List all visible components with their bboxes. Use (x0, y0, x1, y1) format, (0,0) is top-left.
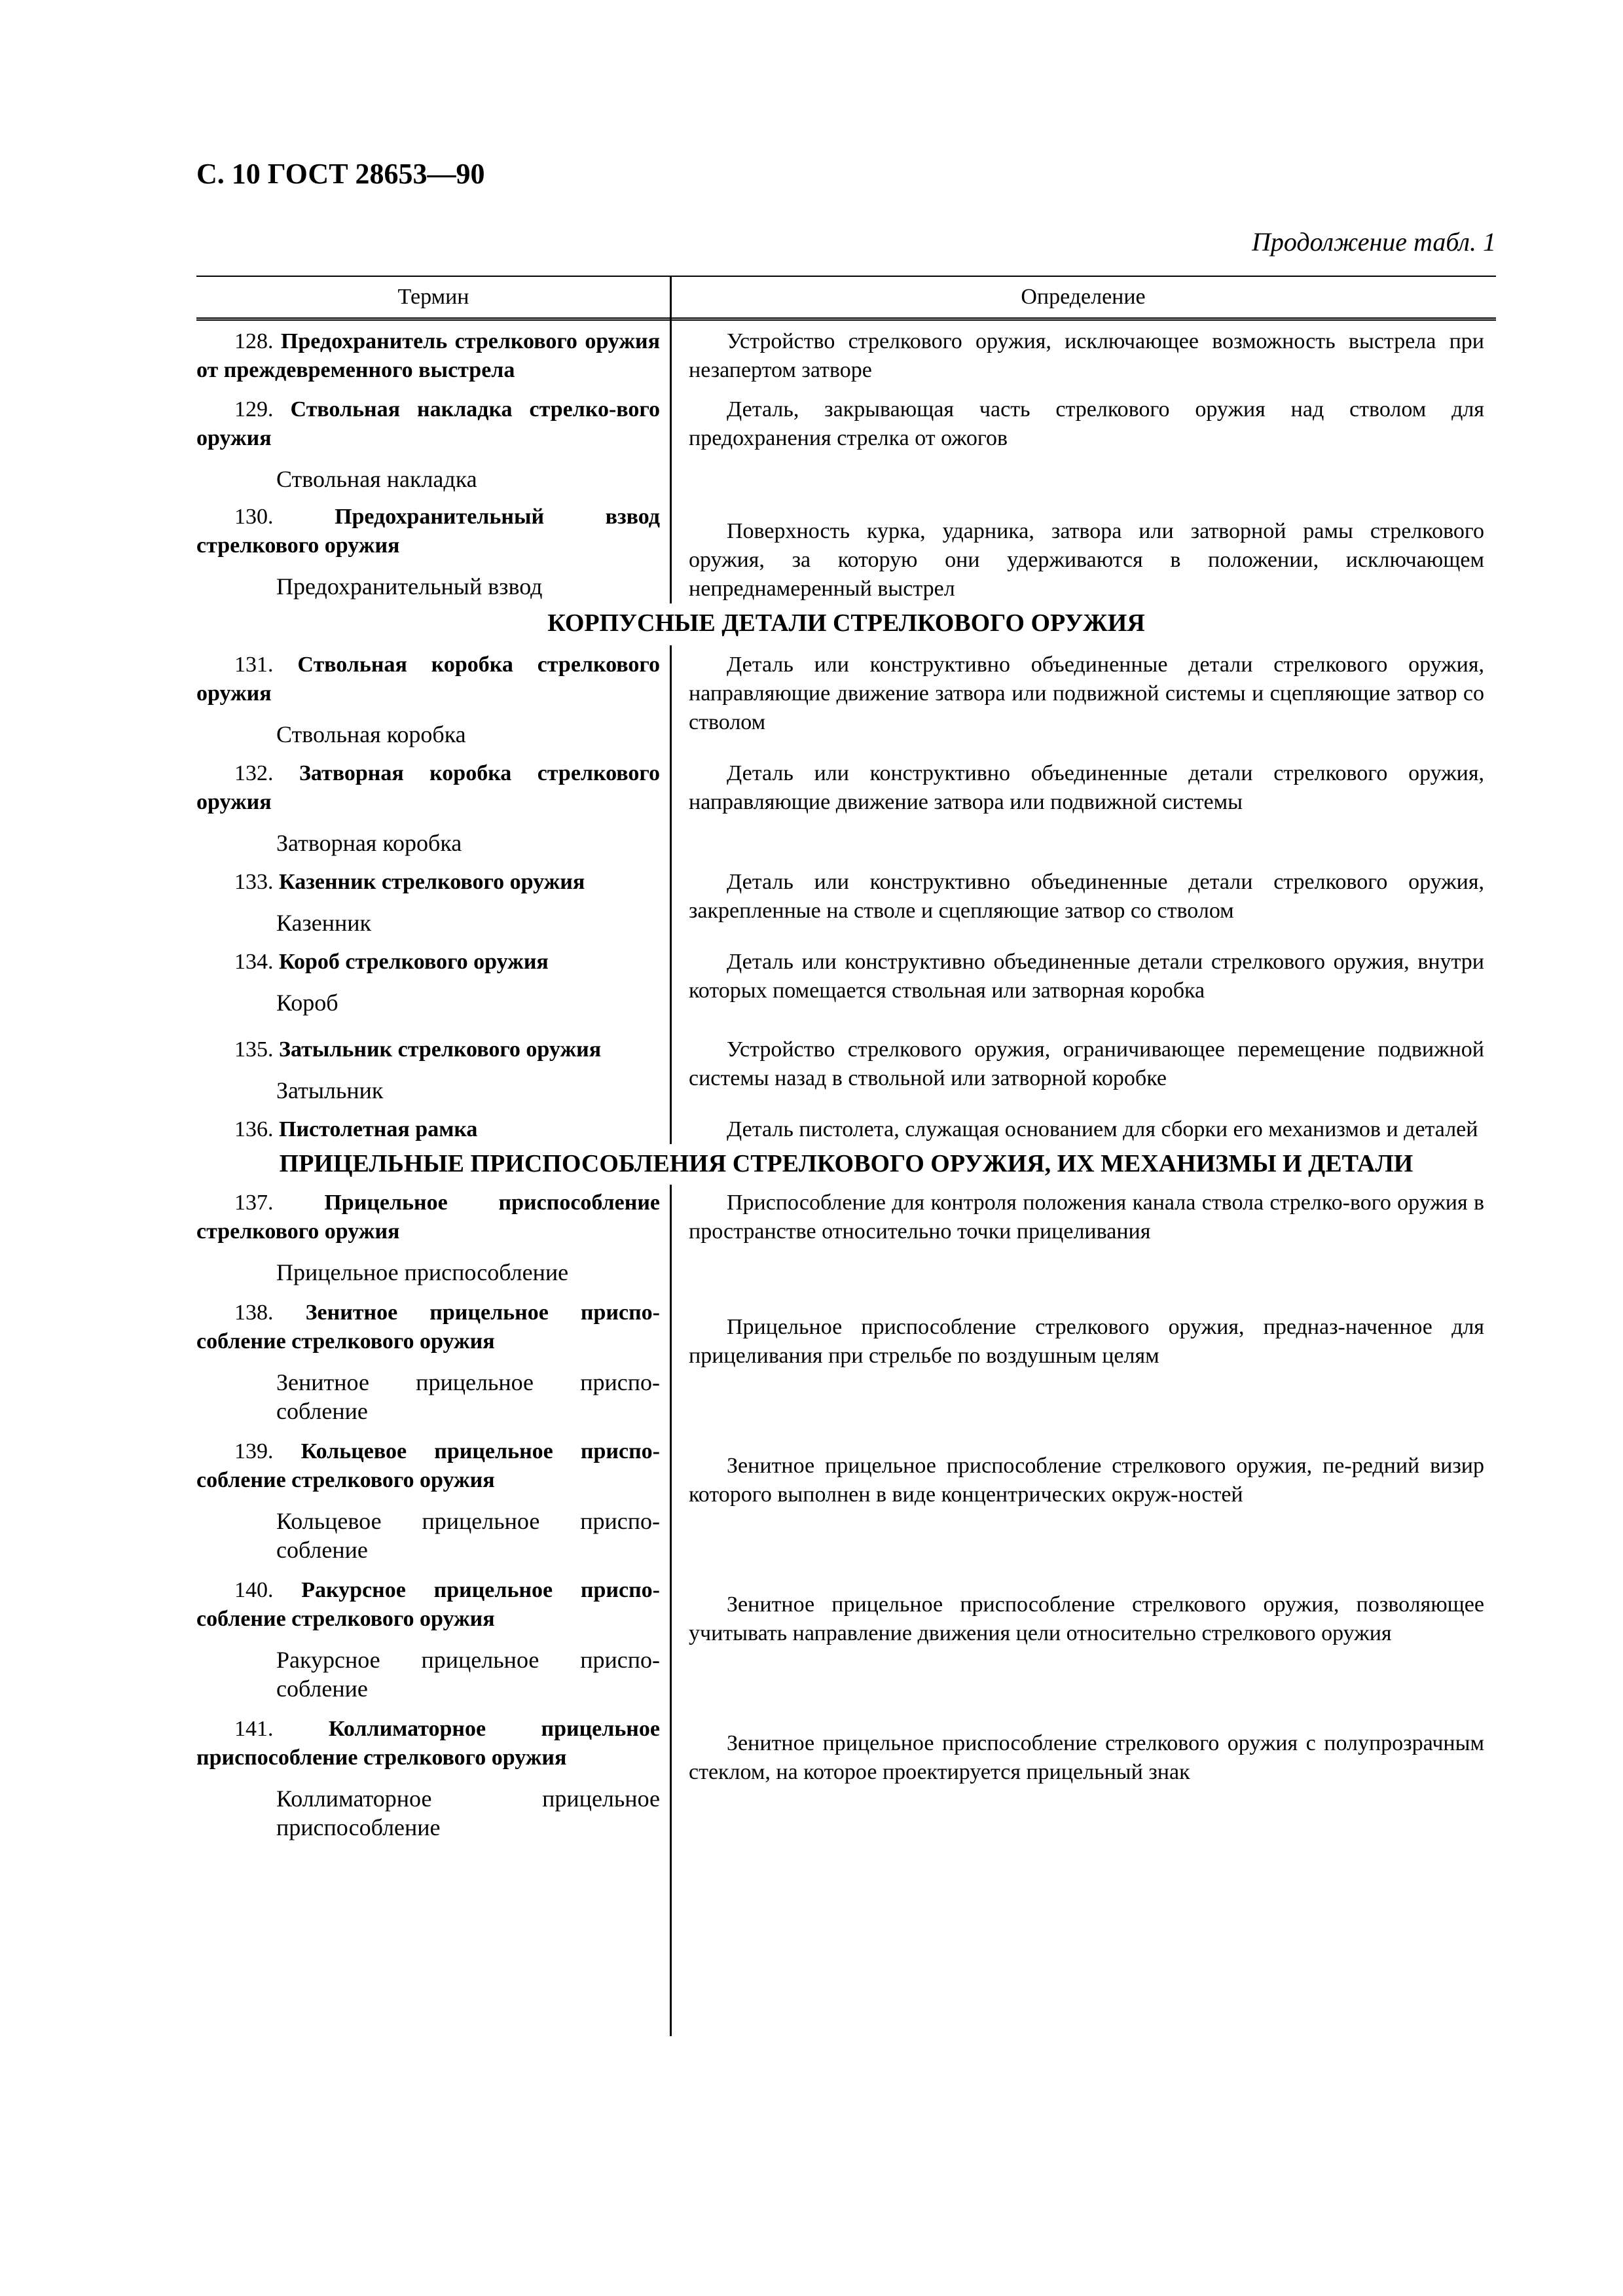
term-number: 128. (234, 329, 274, 353)
term-number: 132. (234, 761, 274, 785)
definition-cell: Деталь пистолета, служащая основанием для сборки его механизмов и деталей (727, 1117, 1478, 1141)
term-short-form: Ствольная коробка (276, 721, 466, 747)
term-name: Пистолетная рамка (279, 1117, 478, 1141)
term-cell (196, 327, 670, 385)
term-short-form: Кольцевое прицельное приспо-собление (276, 1508, 660, 1563)
definition-cell: Прицельное приспособление стрелкового оружия, предназ-наченное для прицеливания при стрельбе по воздушным целям (689, 1315, 1484, 1368)
term-short-form: Ствольная накладка (276, 466, 477, 492)
definition-cell: Деталь или конструктивно объединенные детали стрелкового оружия, внутри которых помещается ствольная или затворная коробка (689, 950, 1484, 1003)
term-number: 139. (234, 1439, 274, 1463)
term-name: Затворная коробка стрелкового оружия (196, 761, 661, 814)
table-row (196, 937, 1496, 1017)
term-cell (196, 395, 670, 493)
term-main (196, 651, 660, 708)
term-main (196, 1576, 660, 1634)
table-header (196, 276, 1496, 321)
term-main (196, 1189, 660, 1246)
term-cell (196, 503, 670, 603)
term-number: 135. (234, 1037, 274, 1062)
table-row (196, 1703, 1496, 1842)
term-number: 129. (234, 397, 274, 422)
term-short-form: Ракурсное прицельное приспо-собление (276, 1647, 660, 1702)
table-body (196, 321, 1496, 1842)
term-short-form: Предохранительный взвод (276, 573, 543, 600)
term-main (196, 395, 660, 453)
terms-table (196, 276, 1496, 1842)
term-name: Прицельное приспособление стрелкового оружия (196, 1191, 660, 1244)
term-short-form: Затворная коробка (276, 830, 462, 856)
term-cell (196, 1189, 670, 1287)
term-name: Коллиматорное прицельное приспособление стрелкового оружия (196, 1717, 660, 1770)
term-main (196, 1715, 660, 1772)
definition-cell: Зенитное прицельное приспособление стрелкового оружия с полупрозрачным стеклом, на которое проектируется прицельный знак (689, 1731, 1484, 1784)
term-name: Затыльник стрелкового оружия (279, 1037, 602, 1062)
term-main (196, 759, 660, 817)
table-row (196, 857, 1496, 937)
table-row (196, 1426, 1496, 1564)
table-row (196, 749, 1496, 857)
term-short-form: Затыльник (276, 1077, 384, 1103)
definition-cell: Поверхность курка, ударника, затвора или затворной рамы стрелкового оружия, за которую они удерживаются в положении, исключающем непреднамеренный выстрел (689, 519, 1484, 601)
term-cell (196, 759, 670, 857)
term-number: 141. (234, 1717, 274, 1741)
term-cell (196, 1715, 670, 1842)
term-column-header: Термин (397, 285, 469, 309)
term-name: Предохранительный взвод стрелкового оружия (196, 505, 661, 558)
term-name: Кольцевое прицельное приспо-собление стрелкового оружия (196, 1439, 660, 1492)
term-cell (196, 1115, 670, 1144)
term-short-form: Зенитное прицельное приспо-собление (276, 1369, 660, 1424)
definition-cell: Зенитное прицельное приспособление стрелкового оружия, пе-редний визир которого выполнен в виде концентрических окруж-ностей (689, 1454, 1484, 1507)
definition-cell: Устройство стрелкового оружия, исключающее возможность выстрела при незапертом затворе (689, 329, 1484, 382)
term-main (196, 1437, 660, 1495)
term-name: Зенитное прицельное приспо-собление стрелкового оружия (196, 1300, 661, 1354)
term-number: 131. (234, 653, 274, 677)
term-name: Ракурсное прицельное приспо-собление стрелкового оружия (196, 1578, 660, 1631)
term-main (196, 503, 660, 560)
term-main (196, 1035, 660, 1064)
term-number: 133. (234, 870, 274, 894)
table-row (196, 1564, 1496, 1703)
term-cell (196, 1035, 670, 1105)
term-main (196, 1299, 660, 1356)
term-name: Ствольная коробка стрелкового оружия (196, 653, 661, 706)
term-cell (196, 1576, 670, 1703)
definition-cell: Деталь или конструктивно объединенные детали стрелкового оружия, направляющие движение затвора или подвижной системы и сцепляющие затвор со стволом (689, 653, 1484, 734)
section-heading: КОРПУСНЫЕ ДЕТАЛИ СТРЕЛКОВОГО ОРУЖИЯ (196, 603, 1496, 645)
term-main (196, 868, 660, 897)
term-number: 140. (234, 1578, 274, 1602)
term-short-form: Коллиматорное прицельное приспособление (276, 1785, 660, 1840)
term-name: Короб стрелкового оружия (279, 950, 549, 974)
section-heading: ПРИЦЕЛЬНЫЕ ПРИСПОСОБЛЕНИЯ СТРЕЛКОВОГО ОРУЖИЯ, ИХ МЕХАНИЗМЫ И ДЕТАЛИ (196, 1144, 1496, 1185)
table-row (196, 1105, 1496, 1144)
table-row (196, 645, 1496, 749)
definition-cell: Деталь, закрывающая часть стрелкового оружия над стволом для предохранения стрелка от ожогов (689, 397, 1484, 450)
term-number: 138. (234, 1300, 274, 1325)
term-main (196, 1115, 660, 1144)
definition-cell: Зенитное прицельное приспособление стрелкового оружия, позволяющее учитывать направление движения цели относительно стрелкового оружия (689, 1592, 1484, 1645)
term-short-form: Короб (276, 990, 338, 1016)
term-main (196, 948, 660, 977)
page-header: С. 10 ГОСТ 28653—90 (196, 158, 485, 190)
table-row (196, 1185, 1496, 1287)
table-row (196, 1287, 1496, 1426)
term-cell (196, 651, 670, 749)
term-cell (196, 1299, 670, 1426)
table-continuation-label: Продолжение табл. 1 (1251, 227, 1496, 257)
term-name: Ствольная накладка стрелко-вого оружия (196, 397, 661, 450)
table-row (196, 385, 1496, 493)
term-short-form: Казенник (276, 910, 372, 936)
term-number: 137. (234, 1191, 274, 1215)
term-name: Предохранитель стрелкового оружия от преждевременного выстрела (196, 329, 660, 382)
table-row (196, 321, 1496, 385)
term-number: 136. (234, 1117, 274, 1141)
definition-cell: Устройство стрелкового оружия, ограничивающее перемещение подвижной системы назад в ствольной или затворной коробке (689, 1037, 1484, 1090)
definition-column-header: Определение (1021, 285, 1146, 309)
term-short-form: Прицельное приспособление (276, 1259, 569, 1285)
term-main (196, 327, 660, 385)
term-cell (196, 948, 670, 1017)
term-name: Казенник стрелкового оружия (279, 870, 585, 894)
term-number: 134. (234, 950, 274, 974)
table-row (196, 493, 1496, 603)
term-cell (196, 1437, 670, 1564)
definition-cell: Деталь или конструктивно объединенные детали стрелкового оружия, закрепленные на стволе и сцепляющие затвор со стволом (689, 870, 1484, 923)
term-cell (196, 868, 670, 937)
definition-cell: Деталь или конструктивно объединенные детали стрелкового оружия, направляющие движение затвора или подвижной системы (689, 761, 1484, 814)
term-number: 130. (234, 505, 274, 529)
table-row (196, 1017, 1496, 1105)
definition-cell: Приспособление для контроля положения канала ствола стрелко-вого оружия в пространстве относительно точки прицеливания (689, 1191, 1484, 1244)
